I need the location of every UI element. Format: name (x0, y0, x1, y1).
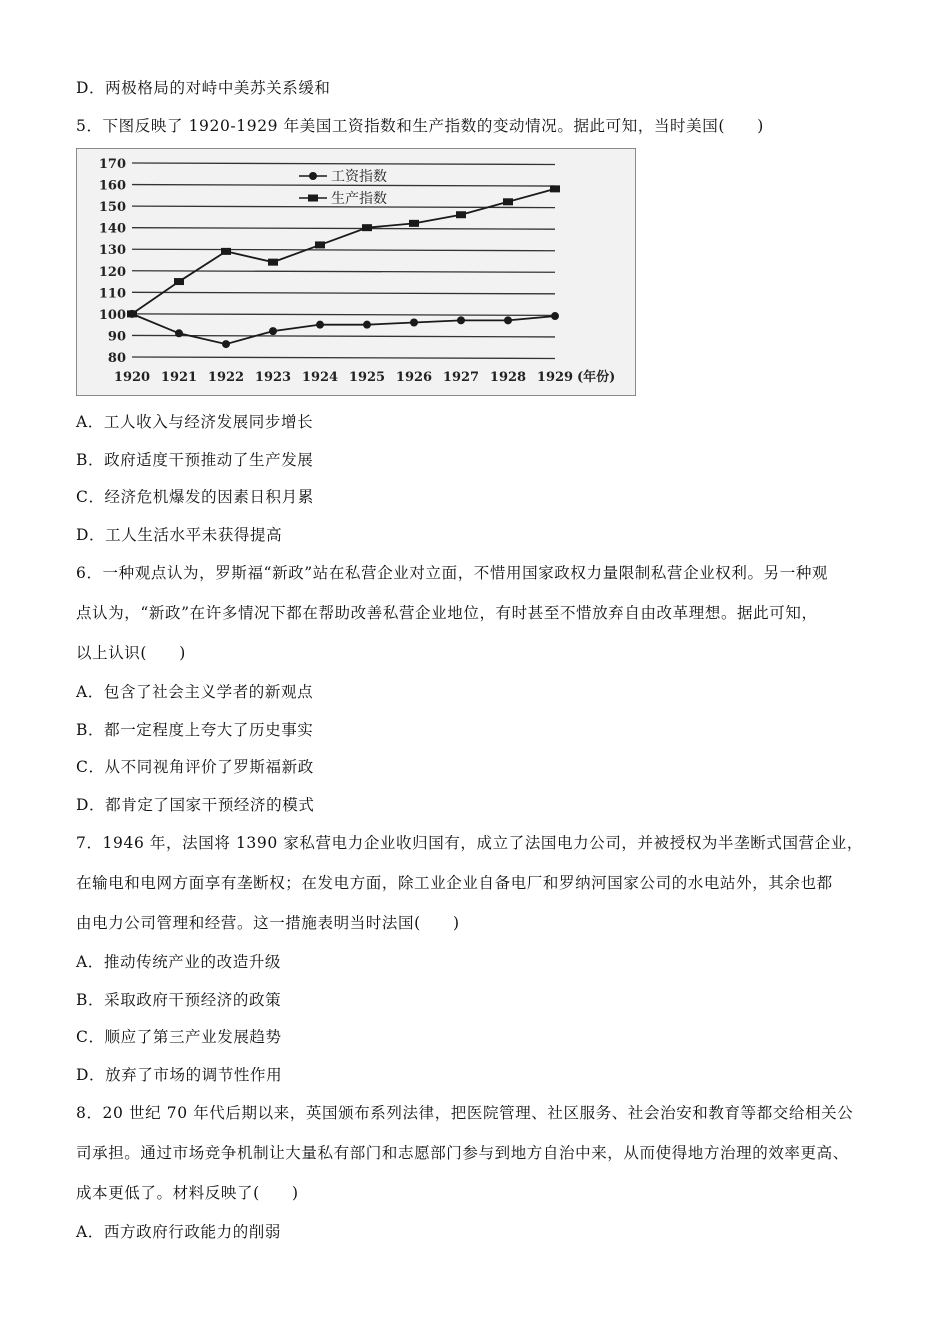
y-tick-label-160: 160 (98, 178, 126, 194)
y-tick-label-120: 120 (98, 264, 126, 280)
x-tick-label-1920: 1920 (113, 370, 151, 385)
wage-index-point-1921 (175, 329, 183, 337)
x-tick-label-1927: 1927 (442, 370, 480, 385)
text-line-q6l2: 点认为，“新政”在许多情况下都在帮助改善私营企业地位，有时甚至不惜放弃自由改革理想。据此可知， (76, 604, 818, 622)
wage-production-index-chart (76, 148, 636, 396)
wage-index-point-1928 (504, 316, 512, 324)
x-tick-label-1926: 1926 (395, 370, 433, 385)
legend-label-1: 生产指数 (331, 191, 387, 207)
text-line-q5c: C．经济危机爆发的因素日积月累 (76, 488, 314, 506)
text-line-q5a: A．工人收入与经济发展同步增长 (76, 413, 314, 431)
text-line-q6l1: 6．一种观点认为，罗斯福“新政”站在私营企业对立面，不惜用国家政权力量限制私营企业权利。另一种观 (76, 564, 829, 582)
gridline-170 (132, 163, 555, 165)
production-index-point-1920 (127, 310, 137, 317)
text-line-q5: 5．下图反映了 1920-1929 年美国工资指数和生产指数的变动情况。据此可知，当时美国( ) (76, 117, 764, 135)
x-tick-label-1923: 1923 (254, 370, 292, 385)
production-index-point-1926 (409, 220, 419, 227)
y-tick-label-90: 90 (107, 329, 126, 345)
wage-index-point-1929 (551, 312, 559, 320)
text-line-q8l1: 8．20 世纪 70 年代后期以来，英国颁布系列法律，把医院管理、社区服务、社会治安和教育等都交给相关公 (76, 1104, 854, 1122)
text-line-q5d: D．工人生活水平未获得提高 (76, 526, 283, 544)
text-line-q6l3: 以上认识( ) (76, 644, 186, 662)
series-line-0 (132, 314, 555, 344)
production-index-point-1924 (315, 241, 325, 248)
y-tick-label-140: 140 (98, 221, 126, 237)
line-chart-svg (77, 149, 635, 395)
gridline-80 (132, 357, 555, 359)
production-index-point-1928 (503, 198, 513, 205)
wage-index-point-1924 (316, 321, 324, 329)
legend-marker-1 (308, 195, 318, 202)
text-line-q5b: B．政府适度干预推动了生产发展 (76, 451, 314, 469)
gridline-110 (132, 292, 555, 294)
y-tick-label-130: 130 (98, 243, 126, 259)
wage-index-point-1927 (457, 316, 465, 324)
gridline-140 (132, 228, 555, 230)
production-index-point-1922 (221, 248, 231, 255)
text-line-q8l3: 成本更低了。材料反映了( ) (76, 1184, 299, 1202)
x-tick-label-1922: 1922 (207, 370, 245, 385)
y-tick-label-110: 110 (98, 286, 126, 302)
gridline-100 (132, 314, 555, 316)
wage-index-point-1922 (222, 340, 230, 348)
text-line-q7d: D．放弃了市场的调节性作用 (76, 1066, 283, 1084)
text-line-q7l1: 7．1946 年，法国将 1390 家私营电力企业收归国有，成立了法国电力公司，并被授权为半垄断式国营企业， (76, 834, 863, 852)
x-axis-unit-label: (年份) (577, 370, 616, 385)
text-line-q6b: B．都一定程度上夸大了历史事实 (76, 721, 314, 739)
legend-label-0: 工资指数 (331, 169, 387, 185)
production-index-point-1923 (268, 259, 278, 266)
text-line-q4d: D．两极格局的对峙中美苏关系缓和 (76, 79, 331, 97)
text-line-q6a: A．包含了社会主义学者的新观点 (76, 683, 314, 701)
text-line-q7l2: 在输电和电网方面享有垄断权；在发电方面，除工业企业自备电厂和罗纳河国家公司的水电站外，其余也都 (76, 874, 833, 892)
production-index-point-1927 (456, 211, 466, 218)
text-line-q8a: A．西方政府行政能力的削弱 (76, 1223, 281, 1241)
text-line-q7l3: 由电力公司管理和经营。这一措施表明当时法国( ) (76, 914, 460, 932)
wage-index-point-1926 (410, 319, 418, 327)
x-tick-label-1924: 1924 (301, 370, 339, 385)
legend-marker-0 (309, 172, 317, 180)
production-index-point-1921 (174, 278, 184, 285)
y-tick-label-170: 170 (98, 157, 126, 172)
x-tick-label-1928: 1928 (489, 370, 527, 385)
text-line-q8l2: 司承担。通过市场竞争机制让大量私有部门和志愿部门参与到地方自治中来，从而使得地方治理的效率更高、 (76, 1144, 849, 1162)
wage-index-point-1923 (269, 327, 277, 335)
text-line-q7b: B．采取政府干预经济的政策 (76, 991, 282, 1009)
production-index-point-1925 (362, 224, 372, 231)
y-tick-label-100: 100 (98, 307, 126, 323)
text-line-q6d: D．都肯定了国家干预经济的模式 (76, 796, 315, 814)
production-index-point-1929 (550, 185, 560, 192)
text-line-q7a: A．推动传统产业的改造升级 (76, 953, 281, 971)
x-tick-label-1925: 1925 (348, 370, 386, 385)
x-tick-label-1929: 1929 (536, 370, 574, 385)
y-tick-label-80: 80 (107, 351, 126, 366)
wage-index-point-1925 (363, 321, 371, 329)
text-line-q7c: C．顺应了第三产业发展趋势 (76, 1028, 282, 1046)
y-tick-label-150: 150 (98, 200, 126, 216)
gridline-130 (132, 249, 555, 251)
x-tick-label-1921: 1921 (160, 370, 198, 385)
text-line-q6c: C．从不同视角评价了罗斯福新政 (76, 758, 314, 776)
